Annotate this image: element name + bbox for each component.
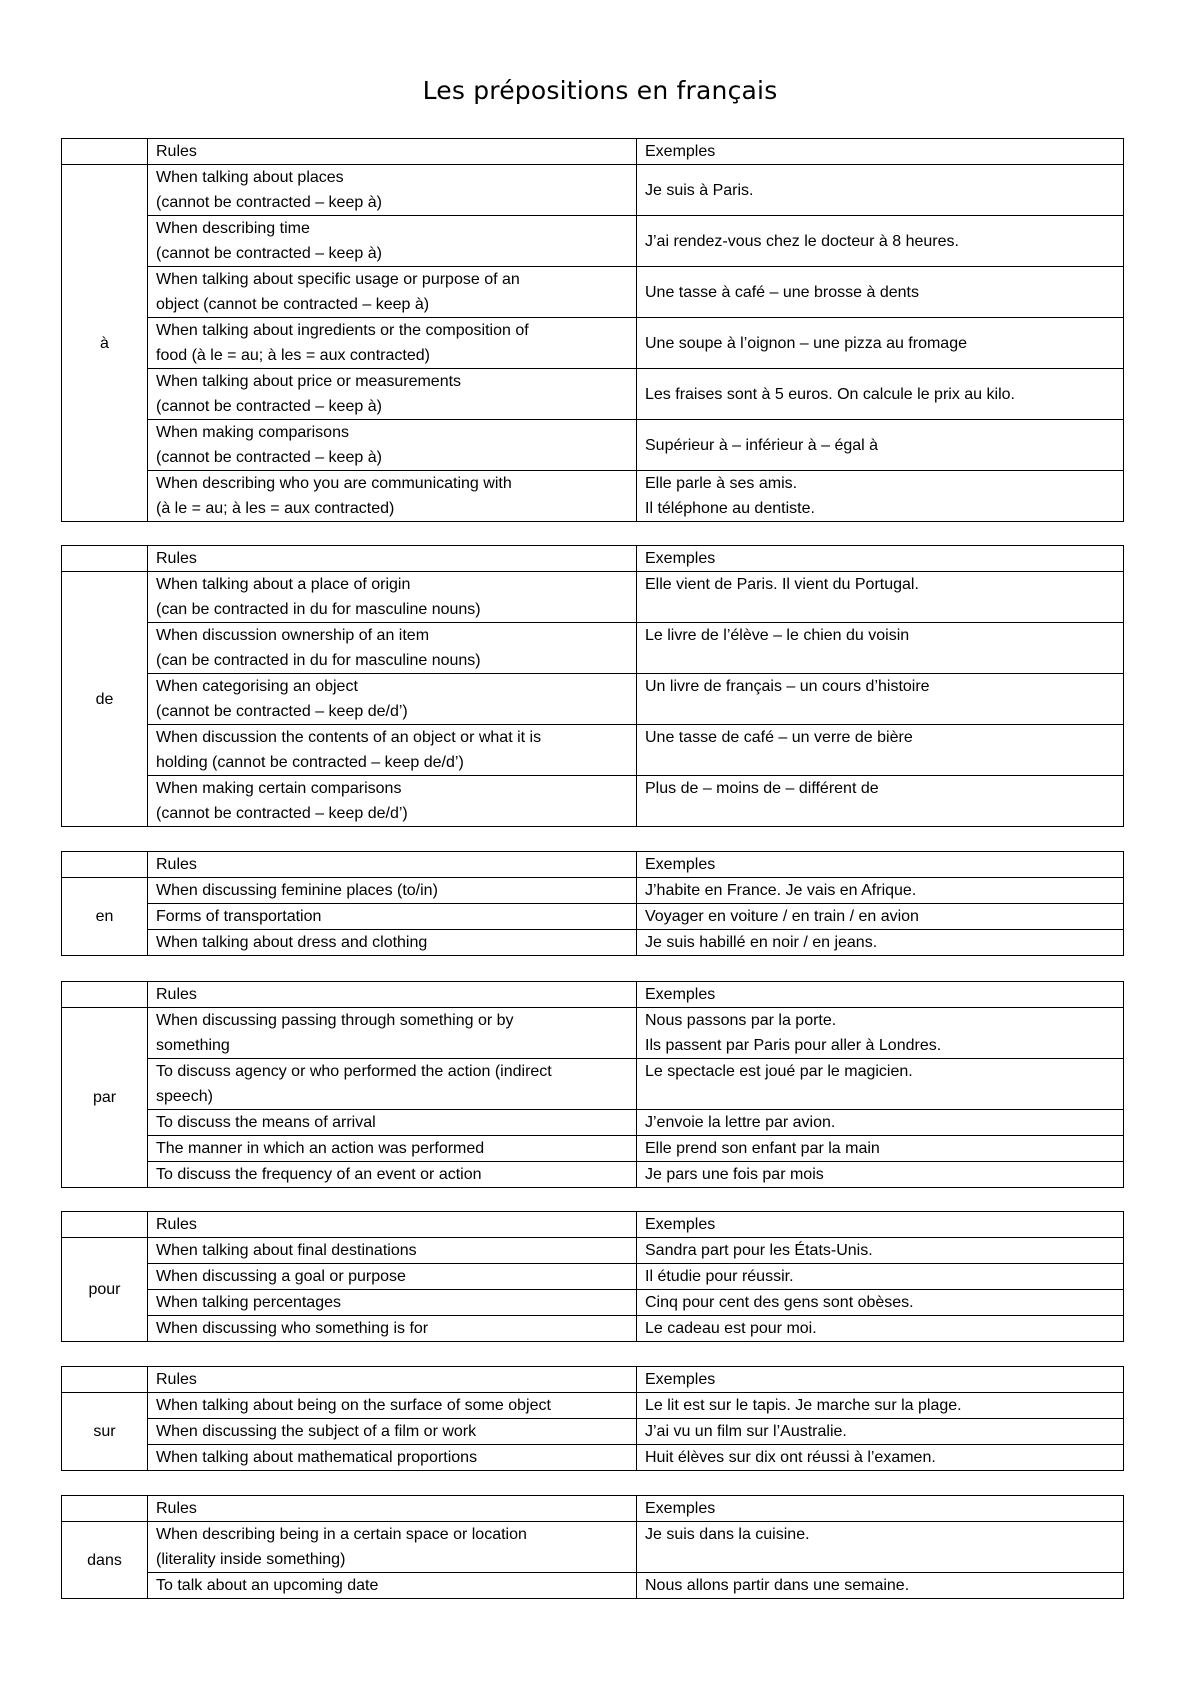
rule-cell: When talking about mathematical proportions: [148, 1445, 637, 1471]
example-cell: Supérieur à – inférieur à – égal à: [637, 420, 1124, 471]
example-cell: Elle prend son enfant par la main: [637, 1136, 1124, 1162]
preposition-table-5: [61, 1366, 1124, 1471]
rule-cell: When talking about places (cannot be contracted – keep à): [148, 165, 637, 216]
table-row: [62, 572, 1124, 623]
example-cell: Sandra part pour les États-Unis.: [637, 1238, 1124, 1264]
example-cell: Une tasse de café – un verre de bière: [637, 725, 1124, 776]
example-cell: Voyager en voiture / en train / en avion: [637, 904, 1124, 930]
header-examples: Exemples: [637, 982, 1124, 1008]
table-row: [62, 1445, 1124, 1471]
rule-cell: When describing who you are communicating with (à le = au; à les = aux contracted): [148, 471, 637, 522]
table-row: [62, 1059, 1124, 1110]
header-rules: Rules: [148, 1212, 637, 1238]
header-blank-cell: [62, 852, 148, 878]
rule-cell: When discussion ownership of an item (can be contracted in du for masculine nouns): [148, 623, 637, 674]
table-row: [62, 471, 1124, 522]
rule-cell: When talking percentages: [148, 1290, 637, 1316]
preposition-cell: pour: [62, 1238, 148, 1342]
table-row: [62, 1316, 1124, 1342]
table-row: [62, 267, 1124, 318]
preposition-cell: de: [62, 572, 148, 827]
table-row: [62, 1162, 1124, 1188]
table-row: [62, 930, 1124, 956]
example-cell: Je suis à Paris.: [637, 165, 1124, 216]
example-cell: Huit élèves sur dix ont réussi à l’examen.: [637, 1445, 1124, 1471]
preposition-cell: en: [62, 878, 148, 956]
table-row: [62, 1393, 1124, 1419]
table-row: [62, 1419, 1124, 1445]
rule-cell: When discussing who something is for: [148, 1316, 637, 1342]
example-cell: Les fraises sont à 5 euros. On calcule le prix au kilo.: [637, 369, 1124, 420]
header-blank-cell: [62, 1496, 148, 1522]
example-cell: Une tasse à café – une brosse à dents: [637, 267, 1124, 318]
table-row: [62, 878, 1124, 904]
example-cell: Nous passons par la porte. Ils passent par Paris pour aller à Londres.: [637, 1008, 1124, 1059]
preposition-table-6: [61, 1495, 1124, 1599]
table-row: [62, 623, 1124, 674]
example-cell: J’ai vu un film sur l’Australie.: [637, 1419, 1124, 1445]
table-header-row: [62, 852, 1124, 878]
example-cell: Le cadeau est pour moi.: [637, 1316, 1124, 1342]
preposition-table-0: [61, 138, 1124, 522]
table-row: [62, 165, 1124, 216]
header-rules: Rules: [148, 852, 637, 878]
rule-cell: When discussing passing through something or by something: [148, 1008, 637, 1059]
example-cell: Le livre de l’élève – le chien du voisin: [637, 623, 1124, 674]
preposition-table-1: [61, 545, 1124, 827]
preposition-table-2: [61, 851, 1124, 956]
preposition-cell: dans: [62, 1522, 148, 1599]
header-blank-cell: [62, 1212, 148, 1238]
table-row: [62, 1573, 1124, 1599]
rule-cell: When talking about dress and clothing: [148, 930, 637, 956]
rule-cell: When categorising an object (cannot be contracted – keep de/d’): [148, 674, 637, 725]
table-row: [62, 420, 1124, 471]
example-cell: Une soupe à l’oignon – une pizza au fromage: [637, 318, 1124, 369]
example-cell: Plus de – moins de – différent de: [637, 776, 1124, 827]
example-cell: Cinq pour cent des gens sont obèses.: [637, 1290, 1124, 1316]
rule-cell: To discuss the means of arrival: [148, 1110, 637, 1136]
table-row: [62, 725, 1124, 776]
header-rules: Rules: [148, 982, 637, 1008]
table-row: [62, 1008, 1124, 1059]
example-cell: Je suis habillé en noir / en jeans.: [637, 930, 1124, 956]
rule-cell: When talking about specific usage or purpose of an object (cannot be contracted – keep à): [148, 267, 637, 318]
header-rules: Rules: [148, 139, 637, 165]
preposition-cell: par: [62, 1008, 148, 1188]
example-cell: J’habite en France. Je vais en Afrique.: [637, 878, 1124, 904]
rule-cell: When making certain comparisons (cannot be contracted – keep de/d’): [148, 776, 637, 827]
table-header-row: [62, 1496, 1124, 1522]
rule-cell: When describing time (cannot be contracted – keep à): [148, 216, 637, 267]
header-blank-cell: [62, 546, 148, 572]
rule-cell: When talking about being on the surface of some object: [148, 1393, 637, 1419]
table-header-row: [62, 1212, 1124, 1238]
table-row: [62, 216, 1124, 267]
header-examples: Exemples: [637, 1367, 1124, 1393]
example-cell: Nous allons partir dans une semaine.: [637, 1573, 1124, 1599]
example-cell: Elle parle à ses amis. Il téléphone au dentiste.: [637, 471, 1124, 522]
table-row: [62, 1264, 1124, 1290]
table-row: [62, 1238, 1124, 1264]
header-rules: Rules: [148, 1367, 637, 1393]
example-cell: Je suis dans la cuisine.: [637, 1522, 1124, 1573]
rule-cell: When discussion the contents of an object or what it is holding (cannot be contracted – keep de/d’): [148, 725, 637, 776]
example-cell: Il étudie pour réussir.: [637, 1264, 1124, 1290]
header-examples: Exemples: [637, 1212, 1124, 1238]
table-row: [62, 776, 1124, 827]
rule-cell: When talking about final destinations: [148, 1238, 637, 1264]
rule-cell: The manner in which an action was performed: [148, 1136, 637, 1162]
example-cell: J’ai rendez-vous chez le docteur à 8 heures.: [637, 216, 1124, 267]
table-row: [62, 1290, 1124, 1316]
header-examples: Exemples: [637, 852, 1124, 878]
rule-cell: When discussing a goal or purpose: [148, 1264, 637, 1290]
table-row: [62, 1522, 1124, 1573]
rule-cell: Forms of transportation: [148, 904, 637, 930]
table-row: [62, 1136, 1124, 1162]
example-cell: Le spectacle est joué par le magicien.: [637, 1059, 1124, 1110]
rule-cell: When making comparisons (cannot be contracted – keep à): [148, 420, 637, 471]
example-cell: Je pars une fois par mois: [637, 1162, 1124, 1188]
header-examples: Exemples: [637, 1496, 1124, 1522]
rule-cell: When discussing feminine places (to/in): [148, 878, 637, 904]
rule-cell: To discuss the frequency of an event or action: [148, 1162, 637, 1188]
header-rules: Rules: [148, 1496, 637, 1522]
table-row: [62, 318, 1124, 369]
rule-cell: When discussing the subject of a film or work: [148, 1419, 637, 1445]
header-blank-cell: [62, 1367, 148, 1393]
table-header-row: [62, 982, 1124, 1008]
rule-cell: When talking about a place of origin (can be contracted in du for masculine nouns): [148, 572, 637, 623]
table-row: [62, 904, 1124, 930]
header-blank-cell: [62, 139, 148, 165]
table-row: [62, 1110, 1124, 1136]
preposition-cell: sur: [62, 1393, 148, 1471]
preposition-cell: à: [62, 165, 148, 522]
table-header-row: [62, 1367, 1124, 1393]
table-row: [62, 674, 1124, 725]
table-header-row: [62, 546, 1124, 572]
rule-cell: When describing being in a certain space or location (literality inside something): [148, 1522, 637, 1573]
header-examples: Exemples: [637, 546, 1124, 572]
rule-cell: When talking about ingredients or the composition of food (à le = au; à les = aux contracted): [148, 318, 637, 369]
table-header-row: [62, 139, 1124, 165]
preposition-table-3: [61, 981, 1124, 1188]
header-blank-cell: [62, 982, 148, 1008]
preposition-table-4: [61, 1211, 1124, 1342]
header-rules: Rules: [148, 546, 637, 572]
rule-cell: To discuss agency or who performed the action (indirect speech): [148, 1059, 637, 1110]
example-cell: Elle vient de Paris. Il vient du Portugal.: [637, 572, 1124, 623]
example-cell: Un livre de français – un cours d’histoire: [637, 674, 1124, 725]
header-examples: Exemples: [637, 139, 1124, 165]
page-title: Les prépositions en français: [422, 76, 778, 105]
table-row: [62, 369, 1124, 420]
example-cell: J’envoie la lettre par avion.: [637, 1110, 1124, 1136]
example-cell: Le lit est sur le tapis. Je marche sur la plage.: [637, 1393, 1124, 1419]
rule-cell: When talking about price or measurements (cannot be contracted – keep à): [148, 369, 637, 420]
rule-cell: To talk about an upcoming date: [148, 1573, 637, 1599]
